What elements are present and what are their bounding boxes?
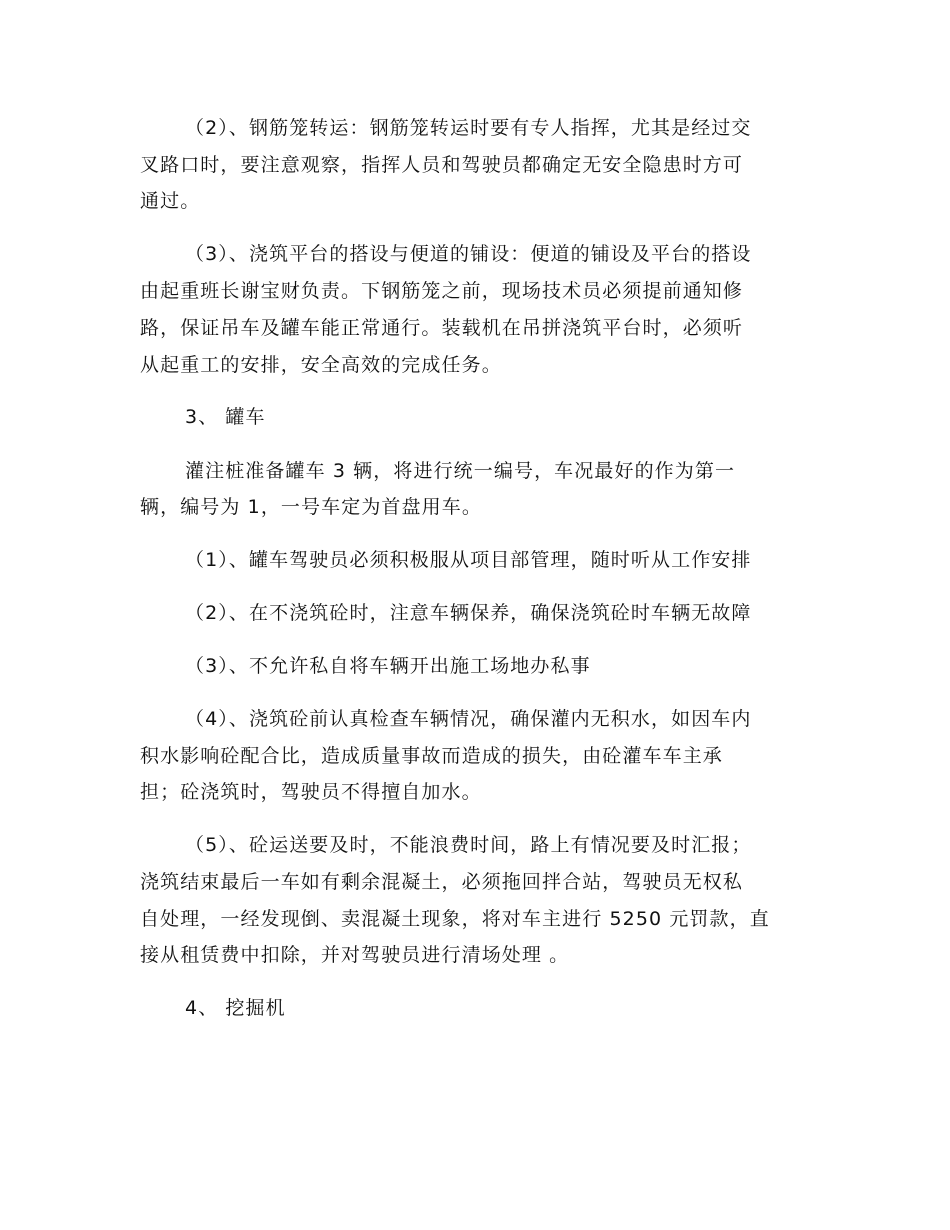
list-item-tanker-1: （1）、罐车驾驶员必须积极服从项目部管理，随时听从工作安排 xyxy=(185,549,752,571)
list-item-tanker-5-line-3: 自处理，一经发现倒、卖混凝土现象，将对车主进行 5250 元罚款，直 xyxy=(140,908,770,930)
list-item-tanker-2: （2）、在不浇筑砼时，注意车辆保养，确保浇筑砼时车辆无故障 xyxy=(185,602,752,624)
para-platform-road-line-4: 从起重工的安排，安全高效的完成任务。 xyxy=(140,354,502,376)
list-item-tanker-3: （3）、不允许私自将车辆开出施工场地办私事 xyxy=(185,655,591,677)
para-tanker-intro-line-2: 辆，编号为 1，一号车定为首盘用车。 xyxy=(140,496,482,518)
para-tanker-intro-line-1: 灌注桩准备罐车 3 辆，将进行统一编号，车况最好的作为第一 xyxy=(185,460,736,482)
para-platform-road-line-2: 由起重班长谢宝财负责。下钢筋笼之前，现场技术员必须提前通知修 xyxy=(140,280,744,302)
list-item-tanker-4-line-2: 积水影响砼配合比，造成质量事故而造成的损失，由砼灌车车主承 xyxy=(140,745,723,767)
para-platform-road-line-1: （3）、浇筑平台的搭设与便道的铺设：便道的铺设及平台的搭设 xyxy=(185,243,752,265)
section-heading-tanker: 3、 罐车 xyxy=(185,406,266,428)
para-rebar-cage-transport-line-3: 通过。 xyxy=(140,190,201,212)
list-item-tanker-5-line-2: 浇筑结束最后一车如有剩余混凝土，必须拖回拌合站，驾驶员无权私 xyxy=(140,871,744,893)
list-item-tanker-4-line-1: （4）、浇筑砼前认真检查车辆情况，确保灌内无积水，如因车内 xyxy=(185,708,752,730)
section-heading-excavator: 4、 挖掘机 xyxy=(185,997,286,1019)
para-platform-road-line-3: 路，保证吊车及罐车能正常通行。装载机在吊拼浇筑平台时，必须听 xyxy=(140,317,744,339)
para-rebar-cage-transport-line-1: （2）、钢筋笼转运：钢筋笼转运时要有专人指挥，尤其是经过交 xyxy=(185,117,752,139)
list-item-tanker-4-line-3: 担；砼浇筑时，驾驶员不得擅自加水。 xyxy=(140,781,482,803)
list-item-tanker-5-line-4: 接从租赁费中扣除，并对驾驶员进行清场处理 。 xyxy=(140,944,570,966)
list-item-tanker-5-line-1: （5）、砼运送要及时，不能浪费时间，路上有情况要及时汇报； xyxy=(185,834,752,856)
para-rebar-cage-transport-line-2: 叉路口时，要注意观察，指挥人员和驾驶员都确定无安全隐患时方可 xyxy=(140,154,744,176)
